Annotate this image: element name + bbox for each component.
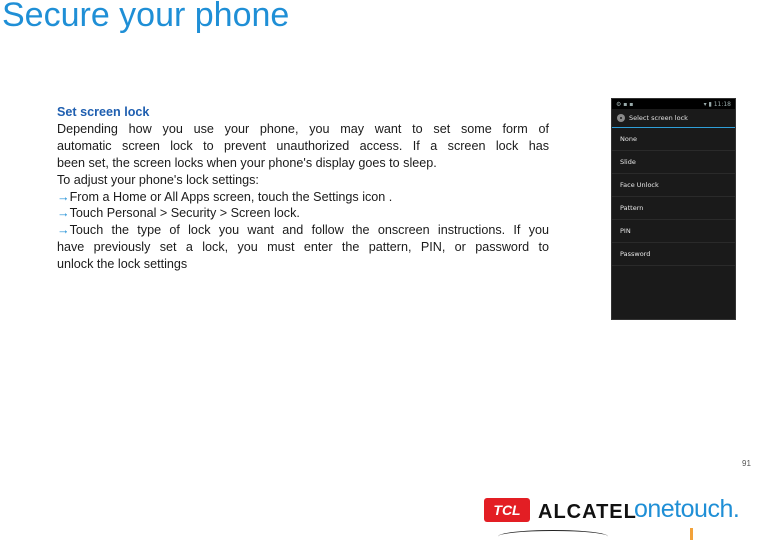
step-text: Touch the type of lock you want and follow the onscreen instructions. If you [69, 223, 549, 238]
status-left: ⚙ ▪ ▪ [616, 100, 634, 108]
lock-option-slide[interactable]: Slide [612, 151, 735, 174]
lock-option-pin[interactable]: PIN [612, 220, 735, 243]
step-1 [57, 189, 549, 206]
section-heading: Set screen lock [57, 105, 150, 119]
lock-option-none[interactable]: None [612, 128, 735, 151]
logo-swoosh [498, 530, 608, 543]
lock-option-pattern[interactable]: Pattern [612, 197, 735, 220]
lock-option-password[interactable]: Password [612, 243, 735, 266]
alcatel-logo-text: ALCATEL [538, 501, 637, 523]
instructions-text [57, 104, 549, 273]
step-3-line: unlock the lock settings [57, 257, 188, 272]
phone-header [612, 109, 735, 128]
tcl-logo-text: TCL [493, 502, 521, 518]
paragraph-line: To adjust your phone's lock settings: [57, 172, 259, 187]
step-text: From a Home or All Apps screen, touch the Settings icon . [69, 189, 393, 204]
tcl-logo [484, 498, 530, 522]
phone-header-title: Select screen lock [629, 114, 688, 122]
step-3 [57, 222, 549, 239]
brand-logo [484, 494, 764, 526]
paragraph-line: automatic screen lock to prevent unauthorized access. If a screen lock has [57, 138, 549, 153]
paragraph-line: been set, the screen locks when your phone's display goes to sleep. [57, 155, 437, 170]
settings-icon [617, 114, 625, 122]
onetouch-logo-text: onetouch. [634, 495, 740, 523]
page-title: Secure your phone [2, 0, 290, 34]
step-3-line: have previously set a lock, you must enter the pattern, PIN, or password to [57, 240, 549, 255]
arrow-right-icon: → [57, 189, 70, 204]
decorative-mark [690, 528, 693, 540]
phone-screenshot [611, 98, 736, 320]
page-number: 91 [742, 459, 751, 468]
step-text: Touch Personal > Security > Screen lock. [69, 206, 300, 221]
status-bar [612, 99, 735, 109]
status-right: ▾ ▮ 11:18 [703, 100, 731, 108]
paragraph-line: Depending how you use your phone, you may want to set some form of [57, 121, 549, 136]
step-2 [57, 205, 549, 222]
arrow-right-icon: → [57, 206, 70, 221]
lock-option-face-unlock[interactable]: Face Unlock [612, 174, 735, 197]
arrow-right-icon: → [57, 223, 70, 238]
